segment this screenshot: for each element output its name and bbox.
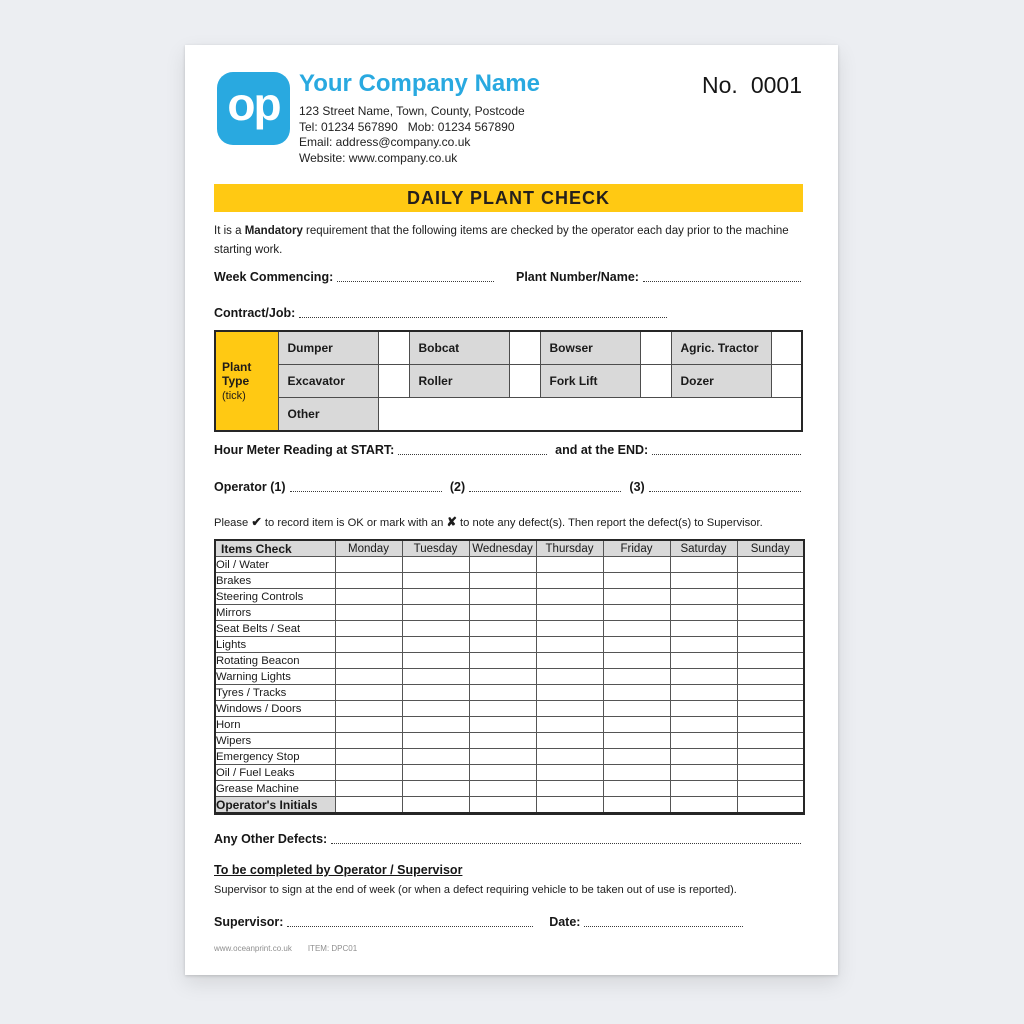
checklist-day-cell <box>335 589 402 605</box>
tick-note-post: to note any defect(s). Then report the defect(s) to Supervisor. <box>456 517 763 529</box>
checklist-row <box>215 669 804 685</box>
checklist-item-label: Oil / Fuel Leaks <box>215 765 335 781</box>
operator-3-write-line <box>649 489 801 492</box>
checklist-day-cell <box>402 701 469 717</box>
plant-type-tick-box <box>509 365 540 398</box>
tick-note-pre: Please <box>214 517 252 529</box>
checklist-day-cell <box>469 685 536 701</box>
checklist-day-cell <box>670 557 737 573</box>
operator-2-label: (2) <box>449 480 466 494</box>
checklist-day-cell <box>335 621 402 637</box>
plant-type-option: Dumper <box>278 331 378 365</box>
checklist-header-day: Wednesday <box>469 540 536 557</box>
checklist-day-cell <box>603 621 670 637</box>
checklist-item-label: Steering Controls <box>215 589 335 605</box>
plant-type-tick-hint: (tick) <box>222 390 246 402</box>
plant-type-table <box>214 330 803 432</box>
plant-type-option-other: Other <box>278 398 378 432</box>
checklist-day-cell <box>603 653 670 669</box>
checklist-row <box>215 557 804 573</box>
checklist-day-cell <box>603 765 670 781</box>
checklist-day-cell <box>402 605 469 621</box>
hour-meter-end-write-line <box>652 452 801 455</box>
checklist-day-cell <box>469 621 536 637</box>
checklist-header-day: Saturday <box>670 540 737 557</box>
operator-3-label: (3) <box>629 480 645 494</box>
company-name: Your Company Name <box>299 70 540 97</box>
item-code: ITEM: DPC01 <box>307 944 358 953</box>
checklist-day-cell <box>402 765 469 781</box>
checklist-day-cell <box>603 701 670 717</box>
checklist-day-cell <box>603 669 670 685</box>
checklist-row <box>215 733 804 749</box>
checklist-day-cell <box>603 605 670 621</box>
phone-line <box>299 120 679 136</box>
checklist-day-cell <box>402 573 469 589</box>
operators-initials-cell <box>335 797 402 814</box>
checklist-day-cell <box>603 637 670 653</box>
checklist-day-cell <box>402 621 469 637</box>
company-logo <box>217 72 290 145</box>
checklist-day-cell <box>402 717 469 733</box>
completion-heading: To be completed by Operator / Supervisor <box>214 863 463 877</box>
checklist-day-cell <box>536 573 603 589</box>
checklist-day-cell <box>737 781 804 797</box>
checklist-header-day: Thursday <box>536 540 603 557</box>
checklist-item-label: Tyres / Tracks <box>215 685 335 701</box>
checklist-row <box>215 685 804 701</box>
checklist-day-cell <box>737 669 804 685</box>
check-mark-icon: ✔ <box>251 515 262 529</box>
checklist-day-cell <box>603 781 670 797</box>
checklist-day-cell <box>536 733 603 749</box>
checklist-item-label: Lights <box>215 637 335 653</box>
checklist-row <box>215 749 804 765</box>
checklist-item-label: Warning Lights <box>215 669 335 685</box>
checklist-day-cell <box>536 701 603 717</box>
company-details <box>299 71 679 166</box>
checklist-day-cell <box>737 717 804 733</box>
checklist-day-cell <box>335 653 402 669</box>
hour-meter-end-label: and at the END: <box>555 443 649 457</box>
week-commencing-label: Week Commencing: <box>214 270 334 284</box>
plant-number-label: Plant Number/Name: <box>516 270 639 284</box>
checklist-day-cell <box>469 669 536 685</box>
checklist-item-label: Windows / Doors <box>215 701 335 717</box>
checklist-day-cell <box>469 701 536 717</box>
operators-initials-cell <box>670 797 737 814</box>
supervisor-label: Supervisor: <box>214 915 284 929</box>
plant-type-tick-box <box>640 331 671 365</box>
checklist-day-cell <box>603 749 670 765</box>
form-sheet <box>185 45 838 975</box>
checklist-day-cell <box>737 765 804 781</box>
print-footer <box>214 944 357 953</box>
intro-post: requirement that the following items are checked by the operator each day prior to the machine starting work. <box>214 225 789 256</box>
checklist-item-label: Grease Machine <box>215 781 335 797</box>
checklist-day-cell <box>603 717 670 733</box>
checklist-day-cell <box>670 653 737 669</box>
week-plant-line <box>214 271 803 284</box>
checklist-day-cell <box>737 637 804 653</box>
supervisor-note: Supervisor to sign at the end of week (or when a defect requiring vehicle to be taken out of use is reported). <box>214 884 737 896</box>
mob-text: Mob: 01234 567890 <box>407 119 515 134</box>
contract-job-line <box>214 307 803 320</box>
checklist-day-cell <box>603 685 670 701</box>
checklist-day-cell <box>670 701 737 717</box>
checklist-day-cell <box>335 557 402 573</box>
checklist-day-cell <box>737 653 804 669</box>
operators-initials-cell <box>402 797 469 814</box>
checklist-day-cell <box>469 573 536 589</box>
checklist-row <box>215 621 804 637</box>
checklist-day-cell <box>670 589 737 605</box>
checklist-day-cell <box>402 669 469 685</box>
week-commencing-write-line <box>337 279 494 282</box>
checklist-row <box>215 589 804 605</box>
plant-type-option: Fork Lift <box>540 365 640 398</box>
checklist-day-cell <box>536 765 603 781</box>
checklist-item-label: Horn <box>215 717 335 733</box>
checklist-day-cell <box>603 573 670 589</box>
checklist-day-cell <box>335 749 402 765</box>
checklist-header-items: Items Check <box>215 540 335 557</box>
checklist-day-cell <box>737 733 804 749</box>
checklist-day-cell <box>402 653 469 669</box>
checklist-item-label: Seat Belts / Seat <box>215 621 335 637</box>
plant-type-option: Excavator <box>278 365 378 398</box>
checklist-day-cell <box>670 685 737 701</box>
checklist-day-cell <box>670 621 737 637</box>
other-defects-line <box>214 833 803 846</box>
logo-text: op <box>227 77 280 130</box>
operators-initials-cell <box>603 797 670 814</box>
operator-1-label: Operator (1) <box>214 480 286 494</box>
other-defects-label: Any Other Defects: <box>214 832 328 846</box>
checklist-day-cell <box>536 781 603 797</box>
checklist-day-cell <box>737 701 804 717</box>
checklist-day-cell <box>737 557 804 573</box>
date-write-line <box>584 924 743 927</box>
checklist-row <box>215 637 804 653</box>
checklist-day-cell <box>335 669 402 685</box>
checklist-day-cell <box>335 717 402 733</box>
operator-2-write-line <box>469 489 621 492</box>
checklist-day-cell <box>469 589 536 605</box>
plant-type-tick-box <box>771 331 802 365</box>
checklist-day-cell <box>402 685 469 701</box>
checklist-item-label: Wipers <box>215 733 335 749</box>
checklist-day-cell <box>469 557 536 573</box>
checklist-day-cell <box>536 621 603 637</box>
checklist-day-cell <box>737 621 804 637</box>
checklist-day-cell <box>469 717 536 733</box>
doc-no-value: 0001 <box>750 72 802 98</box>
checklist-header-day: Monday <box>335 540 402 557</box>
checklist-item-label: Oil / Water <box>215 557 335 573</box>
checklist-day-cell <box>335 733 402 749</box>
checklist-day-cell <box>335 765 402 781</box>
contract-job-write-line <box>299 315 667 318</box>
checklist-day-cell <box>469 653 536 669</box>
hour-meter-start-write-line <box>398 452 547 455</box>
plant-number-write-line <box>643 279 801 282</box>
checklist-day-cell <box>603 589 670 605</box>
company-address <box>299 104 679 166</box>
checklist-header-day: Tuesday <box>402 540 469 557</box>
plant-type-row-header <box>215 331 278 431</box>
checklist-day-cell <box>402 749 469 765</box>
contract-job-label: Contract/Job: <box>214 306 296 320</box>
printer-website: www.oceanprint.co.uk <box>214 944 292 953</box>
checklist-item-label: Mirrors <box>215 605 335 621</box>
tick-instruction <box>214 514 806 529</box>
checklist-item-label: Emergency Stop <box>215 749 335 765</box>
operators-initials-cell <box>469 797 536 814</box>
checklist-day-cell <box>737 589 804 605</box>
checklist-day-cell <box>469 749 536 765</box>
tel-text: Tel: 01234 567890 <box>299 119 398 134</box>
checklist-day-cell <box>536 653 603 669</box>
date-label: Date: <box>549 915 581 929</box>
checklist-item-label: Rotating Beacon <box>215 653 335 669</box>
checklist-day-cell <box>469 781 536 797</box>
operator-line <box>214 481 803 494</box>
form-title: DAILY PLANT CHECK <box>406 187 611 208</box>
checklist-row <box>215 781 804 797</box>
cross-mark-icon: ✘ <box>446 515 457 529</box>
checklist-day-cell <box>402 637 469 653</box>
checklist-day-cell <box>670 733 737 749</box>
checklist-day-cell <box>469 637 536 653</box>
tick-note-mid: to record item is OK or mark with an <box>261 517 447 529</box>
plant-type-tick-box <box>378 365 409 398</box>
checklist-day-cell <box>670 669 737 685</box>
checklist-day-cell <box>402 781 469 797</box>
checklist-day-cell <box>670 765 737 781</box>
email-line: Email: address@company.co.uk <box>299 135 471 150</box>
plant-type-other-write-in <box>378 398 802 432</box>
hour-meter-start-label: Hour Meter Reading at START: <box>214 443 395 457</box>
checklist-day-cell <box>670 573 737 589</box>
checklist-day-cell <box>536 685 603 701</box>
other-defects-write-line <box>331 841 801 844</box>
plant-type-option: Dozer <box>671 365 771 398</box>
operators-initials-cell <box>536 797 603 814</box>
checklist-day-cell <box>603 733 670 749</box>
operator-1-write-line <box>290 489 442 492</box>
checklist-day-cell <box>402 733 469 749</box>
checklist-day-cell <box>536 557 603 573</box>
website-line: Website: www.company.co.uk <box>299 150 458 165</box>
checklist-day-cell <box>335 573 402 589</box>
checklist-day-cell <box>402 557 469 573</box>
plant-type-option: Bobcat <box>409 331 509 365</box>
checklist-table <box>214 539 805 815</box>
checklist-row <box>215 653 804 669</box>
hour-meter-line <box>214 444 803 457</box>
checklist-day-cell <box>737 749 804 765</box>
supervisor-write-line <box>287 924 533 927</box>
checklist-row <box>215 701 804 717</box>
intro-bold: Mandatory <box>244 225 303 237</box>
checklist-day-cell <box>469 765 536 781</box>
supervisor-date-line <box>214 916 803 929</box>
address-line: 123 Street Name, Town, County, Postcode <box>299 104 525 119</box>
checklist-header-day: Friday <box>603 540 670 557</box>
doc-no-label: No. <box>702 72 738 98</box>
checklist-header-day: Sunday <box>737 540 804 557</box>
checklist-day-cell <box>670 749 737 765</box>
checklist-day-cell <box>335 781 402 797</box>
checklist-item-label: Brakes <box>215 573 335 589</box>
document-number <box>702 72 802 99</box>
checklist-day-cell <box>603 557 670 573</box>
checklist-day-cell <box>536 669 603 685</box>
operators-initials-cell <box>737 797 804 814</box>
checklist-day-cell <box>670 717 737 733</box>
checklist-day-cell <box>670 781 737 797</box>
checklist-day-cell <box>670 605 737 621</box>
checklist-day-cell <box>536 717 603 733</box>
intro-pre: It is a <box>214 225 245 237</box>
checklist-day-cell <box>737 573 804 589</box>
checklist-day-cell <box>536 605 603 621</box>
checklist-row <box>215 573 804 589</box>
checklist-day-cell <box>737 605 804 621</box>
checklist-day-cell <box>335 605 402 621</box>
checklist-row <box>215 605 804 621</box>
checklist-day-cell <box>536 637 603 653</box>
checklist-day-cell <box>469 733 536 749</box>
checklist-row <box>215 765 804 781</box>
checklist-day-cell <box>335 701 402 717</box>
checklist-day-cell <box>469 605 536 621</box>
plant-type-option: Bowser <box>540 331 640 365</box>
checklist-day-cell <box>402 589 469 605</box>
plant-type-tick-box <box>509 331 540 365</box>
form-title-banner <box>214 184 803 212</box>
plant-type-tick-box <box>771 365 802 398</box>
checklist-day-cell <box>335 685 402 701</box>
plant-type-option: Agric. Tractor <box>671 331 771 365</box>
checklist-day-cell <box>536 749 603 765</box>
plant-type-tick-box <box>378 331 409 365</box>
plant-type-label: Plant Type <box>222 360 252 388</box>
checklist-day-cell <box>737 685 804 701</box>
checklist-day-cell <box>670 637 737 653</box>
checklist-day-cell <box>335 637 402 653</box>
operators-initials-label: Operator's Initials <box>215 797 335 814</box>
plant-type-option: Roller <box>409 365 509 398</box>
mandatory-note <box>214 222 806 259</box>
checklist-day-cell <box>536 589 603 605</box>
checklist-row <box>215 717 804 733</box>
plant-type-tick-box <box>640 365 671 398</box>
